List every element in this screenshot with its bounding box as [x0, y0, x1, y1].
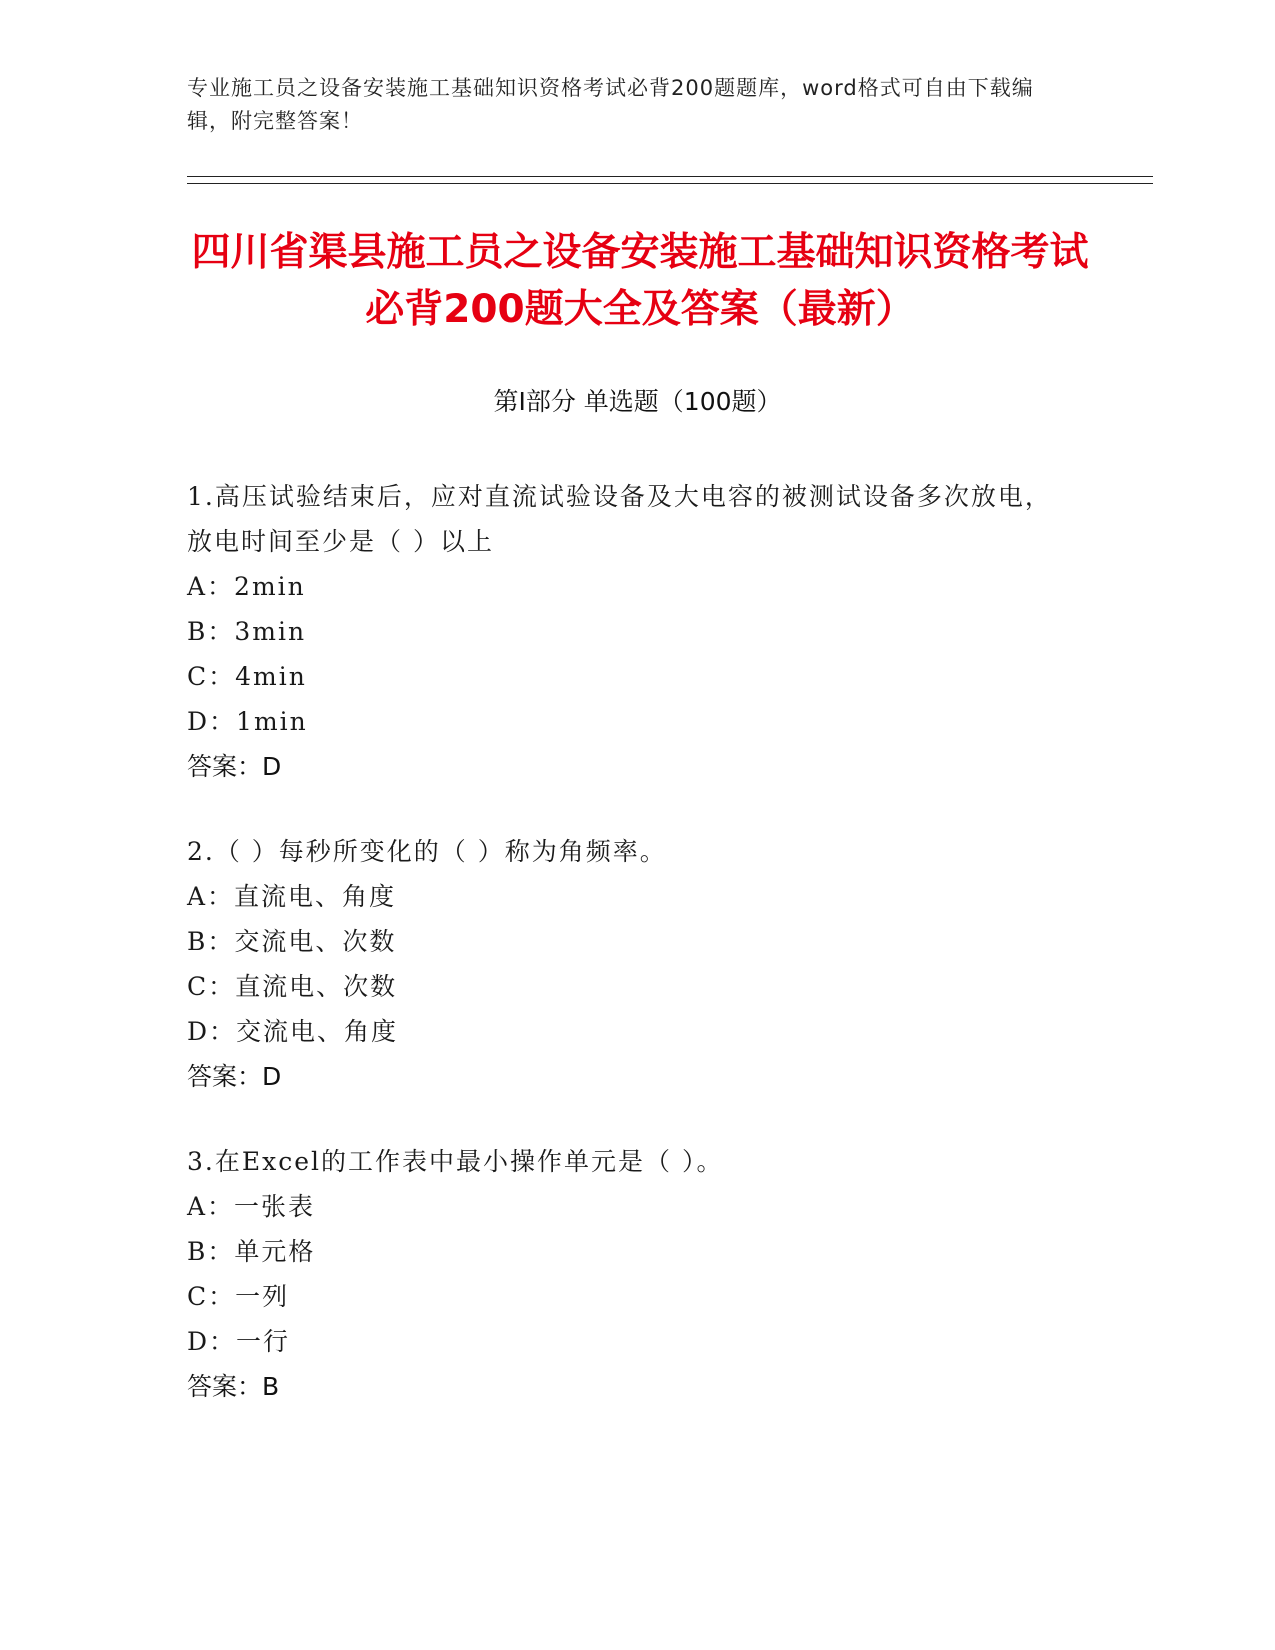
question-text: 3.在Excel的工作表中最小操作单元是（ ）。 [187, 1147, 724, 1176]
question-3 [187, 1139, 1067, 1409]
option-d: D：1min [187, 707, 308, 736]
option-b: B：交流电、次数 [187, 927, 397, 956]
option-a: A：一张表 [187, 1192, 316, 1221]
option-d: D：交流电、角度 [187, 1017, 399, 1046]
answer: 答案：D [187, 1062, 282, 1091]
question-text: 1.高压试验结束后，应对直流试验设备及大电容的被测试设备多次放电，放电时间至少是（ ）以上 [187, 482, 1052, 556]
header-note: 专业施工员之设备安装施工基础知识资格考试必背200题题库，word格式可自由下载编辑，附完整答案！ [187, 76, 1034, 133]
option-c: C：一列 [187, 1282, 290, 1311]
question-list [187, 474, 1067, 1449]
option-b: B：3min [187, 617, 307, 646]
option-b: B：单元格 [187, 1237, 316, 1266]
option-a: A：2min [187, 572, 306, 601]
question-text: 2.（ ）每秒所变化的（ ）称为角频率。 [187, 837, 667, 866]
answer: 答案：D [187, 752, 282, 781]
section-heading: 第I部分 单选题（100题） [493, 387, 782, 416]
document-title: 四川省渠县施工员之设备安装施工基础知识资格考试必背200题大全及答案（最新） [191, 230, 1089, 332]
header-divider-bottom [187, 183, 1153, 184]
option-c: C：4min [187, 662, 307, 691]
question-1 [187, 474, 1067, 789]
header-divider-top [187, 176, 1153, 177]
question-2 [187, 829, 1067, 1099]
option-a: A：直流电、角度 [187, 882, 397, 911]
option-c: C：直流电、次数 [187, 972, 398, 1001]
option-d: D：一行 [187, 1327, 291, 1356]
answer: 答案：B [187, 1372, 280, 1401]
